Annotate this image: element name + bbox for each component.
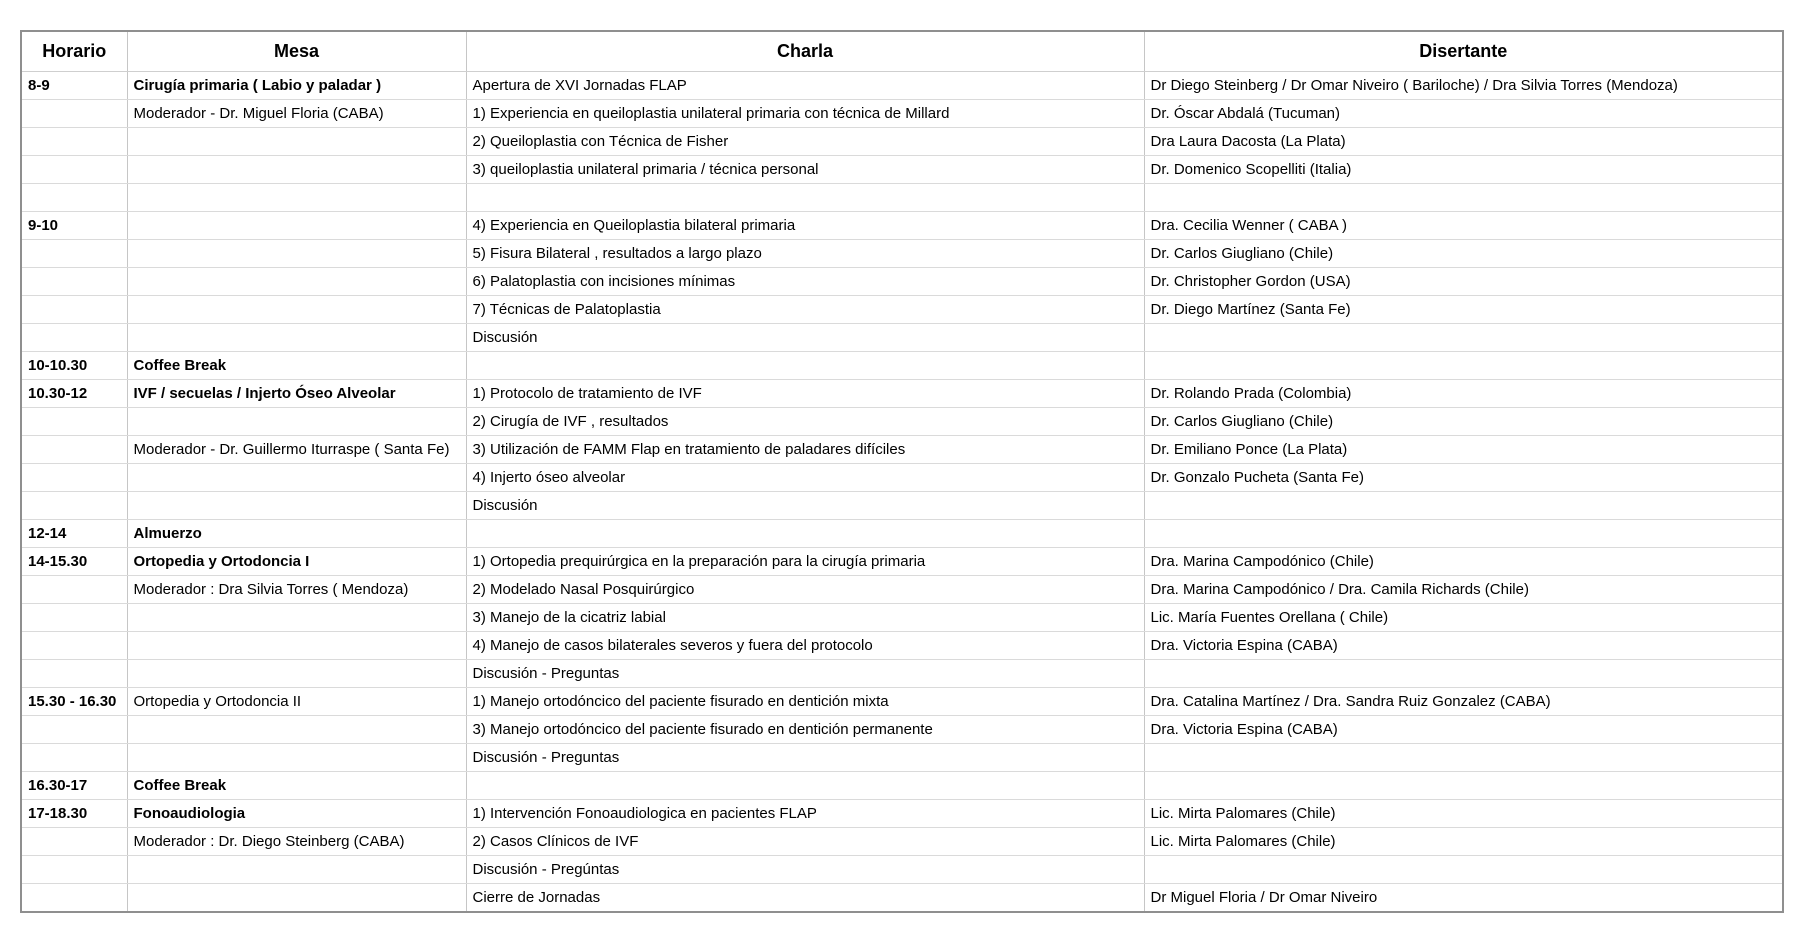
table-row [21,380,1783,408]
mesa-cell: Moderador : Dra Silvia Torres ( Mendoza) [127,576,466,604]
horario-cell: 17-18.30 [21,800,127,828]
mesa-cell [127,604,466,632]
horario-cell [21,408,127,436]
table-row [21,324,1783,352]
horario-cell: 12-14 [21,520,127,548]
horario-cell [21,128,127,156]
column-header-horario: Horario [21,31,127,72]
mesa-cell [127,268,466,296]
mesa-cell [127,464,466,492]
disertante-cell: Dr. Diego Martínez (Santa Fe) [1144,296,1783,324]
horario-cell: 8-9 [21,72,127,100]
disertante-cell [1144,324,1783,352]
horario-cell: 14-15.30 [21,548,127,576]
charla-cell: Discusión [466,492,1144,520]
charla-cell: 3) Utilización de FAMM Flap en tratamiento de paladares difíciles [466,436,1144,464]
horario-cell [21,744,127,772]
charla-cell: 4) Manejo de casos bilaterales severos y fuera del protocolo [466,632,1144,660]
horario-cell [21,884,127,913]
table-row [21,828,1783,856]
mesa-cell [127,324,466,352]
table-row [21,212,1783,240]
charla-cell: Apertura de XVI Jornadas FLAP [466,72,1144,100]
charla-cell: 3) queiloplastia unilateral primaria / técnica personal [466,156,1144,184]
horario-cell [21,856,127,884]
charla-cell [466,184,1144,212]
horario-cell [21,632,127,660]
horario-cell: 15.30 - 16.30 [21,688,127,716]
mesa-cell [127,856,466,884]
table-row [21,548,1783,576]
schedule-body [21,72,1783,913]
mesa-cell: Ortopedia y Ortodoncia I [127,548,466,576]
mesa-cell: Moderador - Dr. Miguel Floria (CABA) [127,100,466,128]
mesa-cell [127,632,466,660]
table-row [21,436,1783,464]
disertante-cell: Dr Diego Steinberg / Dr Omar Niveiro ( Bariloche) / Dra Silvia Torres (Mendoza) [1144,72,1783,100]
mesa-cell [127,240,466,268]
horario-cell [21,296,127,324]
disertante-cell [1144,492,1783,520]
charla-cell: 4) Injerto óseo alveolar [466,464,1144,492]
disertante-cell: Dr. Óscar Abdalá (Tucuman) [1144,100,1783,128]
disertante-cell: Dr. Rolando Prada (Colombia) [1144,380,1783,408]
table-row [21,408,1783,436]
disertante-cell: Dra. Marina Campodónico (Chile) [1144,548,1783,576]
mesa-cell [127,128,466,156]
disertante-cell: Lic. María Fuentes Orellana ( Chile) [1144,604,1783,632]
horario-cell: 9-10 [21,212,127,240]
disertante-cell: Dra. Victoria Espina (CABA) [1144,716,1783,744]
mesa-cell: Almuerzo [127,520,466,548]
mesa-cell [127,408,466,436]
table-row [21,856,1783,884]
charla-cell: 4) Experiencia en Queiloplastia bilateral primaria [466,212,1144,240]
table-row [21,184,1783,212]
disertante-cell: Dra Laura Dacosta (La Plata) [1144,128,1783,156]
disertante-cell [1144,772,1783,800]
table-row [21,632,1783,660]
mesa-cell: Fonoaudiologia [127,800,466,828]
charla-cell: 1) Manejo ortodóncico del paciente fisurado en dentición mixta [466,688,1144,716]
charla-cell: 2) Queiloplastia con Técnica de Fisher [466,128,1144,156]
disertante-cell [1144,184,1783,212]
column-header-charla: Charla [466,31,1144,72]
disertante-cell [1144,744,1783,772]
horario-cell: 10-10.30 [21,352,127,380]
disertante-cell [1144,352,1783,380]
horario-cell [21,184,127,212]
table-row [21,800,1783,828]
table-row [21,604,1783,632]
table-row [21,660,1783,688]
charla-cell: 5) Fisura Bilateral , resultados a largo plazo [466,240,1144,268]
charla-cell: Discusión - Preguntas [466,660,1144,688]
charla-cell: 2) Cirugía de IVF , resultados [466,408,1144,436]
mesa-cell [127,884,466,913]
table-row [21,296,1783,324]
table-row [21,72,1783,100]
mesa-cell [127,296,466,324]
charla-cell: Cierre de Jornadas [466,884,1144,913]
charla-cell: 3) Manejo de la cicatriz labial [466,604,1144,632]
horario-cell [21,576,127,604]
mesa-cell: Moderador - Dr. Guillermo Iturraspe ( Santa Fe) [127,436,466,464]
table-row [21,520,1783,548]
disertante-cell: Dr. Carlos Giugliano (Chile) [1144,408,1783,436]
table-row [21,240,1783,268]
horario-cell [21,828,127,856]
disertante-cell: Dr. Carlos Giugliano (Chile) [1144,240,1783,268]
disertante-cell [1144,660,1783,688]
mesa-cell [127,156,466,184]
disertante-cell: Dra. Marina Campodónico / Dra. Camila Richards (Chile) [1144,576,1783,604]
disertante-cell: Dr. Domenico Scopelliti (Italia) [1144,156,1783,184]
horario-cell [21,156,127,184]
table-row [21,744,1783,772]
disertante-cell: Dr Miguel Floria / Dr Omar Niveiro [1144,884,1783,913]
table-row [21,464,1783,492]
charla-cell: 1) Intervención Fonoaudiologica en pacientes FLAP [466,800,1144,828]
disertante-cell [1144,856,1783,884]
disertante-cell: Lic. Mirta Palomares (Chile) [1144,800,1783,828]
mesa-cell: Ortopedia y Ortodoncia II [127,688,466,716]
table-row [21,492,1783,520]
charla-cell: 2) Casos Clínicos de IVF [466,828,1144,856]
table-row [21,128,1783,156]
charla-cell: Discusión - Preguntas [466,744,1144,772]
table-row [21,268,1783,296]
mesa-cell: Moderador : Dr. Diego Steinberg (CABA) [127,828,466,856]
charla-cell: Discusión - Pregúntas [466,856,1144,884]
charla-cell: 1) Protocolo de tratamiento de IVF [466,380,1144,408]
horario-cell [21,464,127,492]
horario-cell [21,492,127,520]
table-row [21,352,1783,380]
horario-cell [21,100,127,128]
table-row [21,688,1783,716]
mesa-cell [127,184,466,212]
disertante-cell: Dra. Victoria Espina (CABA) [1144,632,1783,660]
horario-cell: 16.30-17 [21,772,127,800]
disertante-cell: Lic. Mirta Palomares (Chile) [1144,828,1783,856]
table-row [21,772,1783,800]
disertante-cell: Dr. Christopher Gordon (USA) [1144,268,1783,296]
table-row [21,884,1783,913]
column-header-disertante: Disertante [1144,31,1783,72]
charla-cell: 1) Ortopedia prequirúrgica en la preparación para la cirugía primaria [466,548,1144,576]
disertante-cell: Dra. Catalina Martínez / Dra. Sandra Ruiz Gonzalez (CABA) [1144,688,1783,716]
horario-cell [21,716,127,744]
charla-cell: 1) Experiencia en queiloplastia unilateral primaria con técnica de Millard [466,100,1144,128]
horario-cell [21,436,127,464]
table-row [21,716,1783,744]
horario-cell [21,268,127,296]
mesa-cell: Cirugía primaria ( Labio y paladar ) [127,72,466,100]
column-header-mesa: Mesa [127,31,466,72]
charla-cell: Discusión [466,324,1144,352]
horario-cell [21,240,127,268]
mesa-cell [127,212,466,240]
mesa-cell [127,716,466,744]
disertante-cell: Dr. Gonzalo Pucheta (Santa Fe) [1144,464,1783,492]
charla-cell [466,520,1144,548]
horario-cell: 10.30-12 [21,380,127,408]
charla-cell [466,352,1144,380]
horario-cell [21,604,127,632]
disertante-cell [1144,520,1783,548]
charla-cell: 2) Modelado Nasal Posquirúrgico [466,576,1144,604]
table-row [21,100,1783,128]
mesa-cell [127,744,466,772]
mesa-cell [127,660,466,688]
mesa-cell [127,492,466,520]
horario-cell [21,660,127,688]
conference-schedule-table [20,30,1784,913]
mesa-cell: IVF / secuelas / Injerto Óseo Alveolar [127,380,466,408]
table-row [21,576,1783,604]
mesa-cell: Coffee Break [127,772,466,800]
charla-cell: 7) Técnicas de Palatoplastia [466,296,1144,324]
charla-cell: 6) Palatoplastia con incisiones mínimas [466,268,1144,296]
disertante-cell: Dra. Cecilia Wenner ( CABA ) [1144,212,1783,240]
header-row [21,31,1783,72]
horario-cell [21,324,127,352]
table-row [21,156,1783,184]
disertante-cell: Dr. Emiliano Ponce (La Plata) [1144,436,1783,464]
charla-cell: 3) Manejo ortodóncico del paciente fisurado en dentición permanente [466,716,1144,744]
mesa-cell: Coffee Break [127,352,466,380]
charla-cell [466,772,1144,800]
